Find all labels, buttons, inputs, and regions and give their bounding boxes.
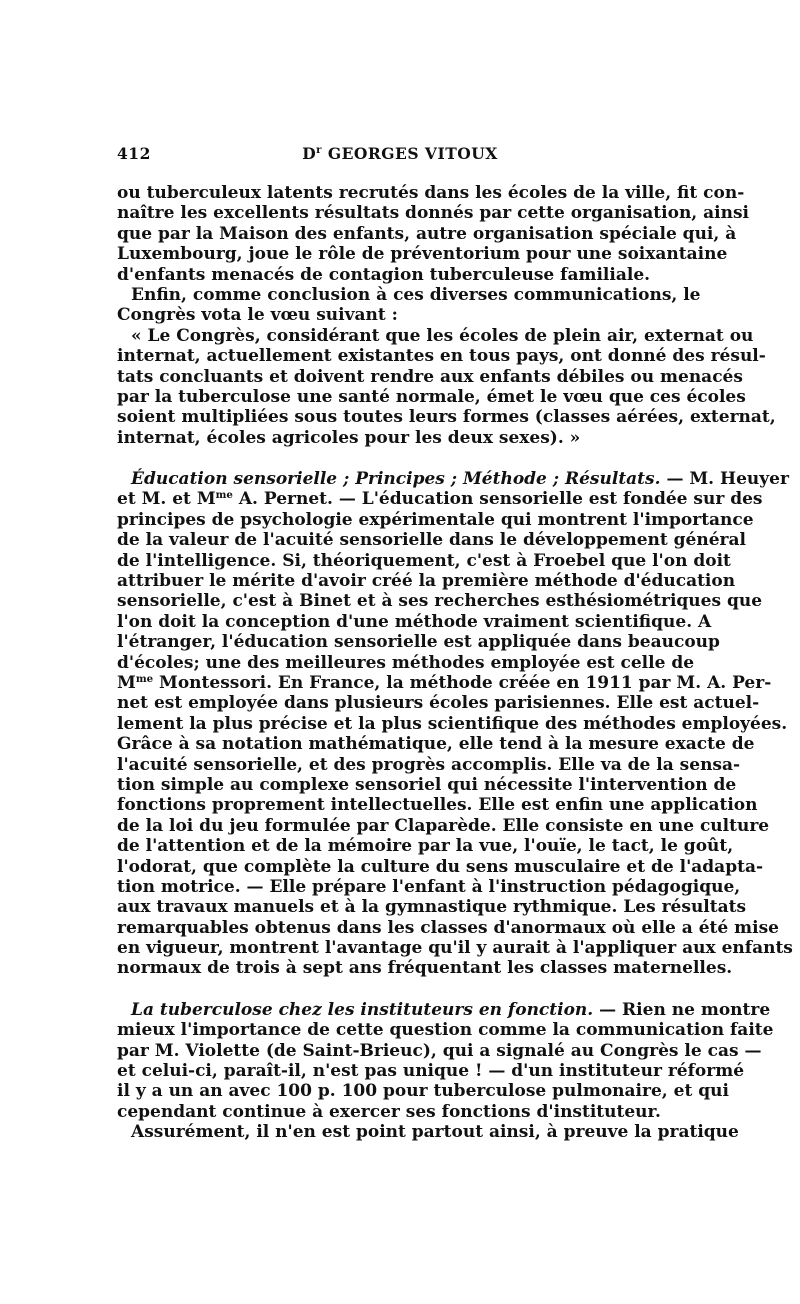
text-fragment: Montessori. En France, la méthode créée en 1911 par M. A. Per- <box>153 672 772 693</box>
text-line: aux travaux manuels et à la gymnastique rythmique. Les résultats <box>117 897 747 918</box>
section-gap <box>117 979 683 1000</box>
text-line: l'odorat, que complète la culture du sens musculaire et de l'adapta- <box>117 856 764 877</box>
text-line: tion simple au complexe sensoriel qui nécessite l'intervention de <box>117 774 737 795</box>
text-line: Grâce à sa notation mathématique, elle tend à la mesure exacte de <box>117 734 755 755</box>
text-fragment: — Rien ne montre <box>593 999 771 1020</box>
text-line: tion motrice. — Elle prépare l'enfant à l'instruction pédagogique, <box>117 876 741 897</box>
paragraph-tuberculose-instituteurs <box>117 999 774 1122</box>
heading-authors: — M. Heuyer <box>660 469 789 490</box>
text-line: Assurément, il n'en est point partout ainsi, à preuve la pratique <box>131 1122 739 1143</box>
text-line: remarquables obtenus dans les classes d'anormaux où elle a été mise <box>117 917 779 938</box>
text-line: internat, actuellement existantes en tous pays, ont donné des résul- <box>117 346 766 367</box>
text-line: fonctions proprement intellectuelles. Elle est enfin une application <box>117 795 758 816</box>
text-line <box>117 489 763 510</box>
text-line: Congrès vota le vœu suivant : <box>117 305 398 326</box>
text-line: de la loi du jeu formulée par Claparède. Elle consiste en une culture <box>117 815 770 836</box>
paragraph-education-sensorielle <box>117 469 793 979</box>
paragraph-continuation <box>117 183 750 285</box>
section-gap <box>117 448 683 469</box>
author-title: D <box>302 144 317 163</box>
text-line: l'acuité sensorielle, et des progrès accomplis. Elle va de la sensa- <box>117 754 741 775</box>
text-line: internat, écoles agricoles pour les deux sexes). » <box>117 427 581 448</box>
text-line: cependant continue à exercer ses fonctions d'instituteur. <box>117 1101 661 1122</box>
paragraph-voeu-quote <box>117 325 776 448</box>
text-line: par M. Violette (de Saint-Brieuc), qui a signalé au Congrès le cas — <box>117 1040 762 1061</box>
text-line: l'étranger, l'éducation sensorielle est appliquée dans beaucoup <box>117 632 720 653</box>
text-line: naître les excellents résultats donnés par cette organisation, ainsi <box>117 203 750 224</box>
text-line: de l'attention et de la mémoire par la vue, l'ouïe, le tact, le goût, <box>117 836 734 857</box>
superscript: me <box>135 672 154 685</box>
running-head <box>117 144 683 163</box>
text-line: Enfin, comme conclusion à ces diverses communications, le <box>131 284 701 305</box>
text-line: Luxembourg, joue le rôle de préventorium pour une soixantaine <box>117 244 728 265</box>
section-heading: La tuberculose chez les instituteurs en fonction. <box>131 999 594 1020</box>
text-line <box>117 469 789 490</box>
text-line: net est employée dans plusieurs écoles parisiennes. Elle est actuel- <box>117 693 760 714</box>
paragraph-enfin <box>117 284 701 326</box>
text-line: lement la plus précise et la plus scientifique des méthodes employées. <box>117 713 788 734</box>
text-line: de la valeur de l'acuité sensorielle dans le développement général <box>117 530 746 551</box>
text-line: que par la Maison des enfants, autre organisation spéciale qui, à <box>117 223 737 244</box>
text-line: de l'intelligence. Si, théoriquement, c'est à Froebel que l'on doit <box>117 550 731 571</box>
author-name: GEORGES VITOUX <box>327 144 498 163</box>
text-line: ou tuberculeux latents recrutés dans les écoles de la ville, fit con- <box>117 183 745 203</box>
text-line <box>117 672 772 693</box>
superscript: me <box>215 489 233 502</box>
text-line: sensorielle, c'est à Binet et à ses recherches esthésiométriques que <box>117 591 763 612</box>
page-number: 412 <box>117 144 151 163</box>
text-line <box>117 999 771 1020</box>
text-line: tats concluants et doivent rendre aux enfants débiles ou menacés <box>117 366 743 387</box>
text-line: « Le Congrès, considérant que les écoles de plein air, externat ou <box>131 325 754 346</box>
text-line: en vigueur, montrent l'avantage qu'il y aurait à l'appliquer aux enfants <box>117 938 793 959</box>
text-line: mieux l'importance de cette question comme la communication faite <box>117 1020 774 1041</box>
text-fragment: M <box>117 672 136 693</box>
text-line: d'écoles; une des meilleures méthodes employée est celle de <box>117 652 695 673</box>
text-line: et celui-ci, paraît-il, n'est pas unique ! — d'un instituteur réformé <box>117 1061 745 1082</box>
text-line: l'on doit la conception d'une méthode vraiment scientifique. A <box>117 611 712 632</box>
text-line: attribuer le mérite d'avoir créé la première méthode d'éducation <box>117 571 736 592</box>
text-fragment: A. Pernet. — L'éducation sensorielle est fondée sur des <box>232 489 763 510</box>
text-line: normaux de trois à sept ans fréquentant les classes maternelles. <box>117 958 733 979</box>
text-fragment: et M. et M <box>117 489 216 510</box>
text-line: soient multipliées sous toutes leurs formes (classes aérées, externat, <box>117 407 776 428</box>
section-heading: Éducation sensorielle ; Principes ; Méthode ; Résultats. <box>131 469 661 490</box>
text-line: il y a un an avec 100 p. 100 pour tuberculose pulmonaire, et qui <box>117 1081 729 1102</box>
author-title-sup: r <box>316 145 322 156</box>
text-line: d'enfants menacés de contagion tuberculeuse familiale. <box>117 264 651 285</box>
page-header <box>117 144 683 170</box>
paragraph-assurement <box>117 1122 739 1143</box>
body-text <box>117 183 793 1143</box>
text-line: par la tuberculose une santé normale, émet le vœu que ces écoles <box>117 386 746 407</box>
text-line: principes de psychologie expérimentale qui montrent l'importance <box>117 509 754 530</box>
